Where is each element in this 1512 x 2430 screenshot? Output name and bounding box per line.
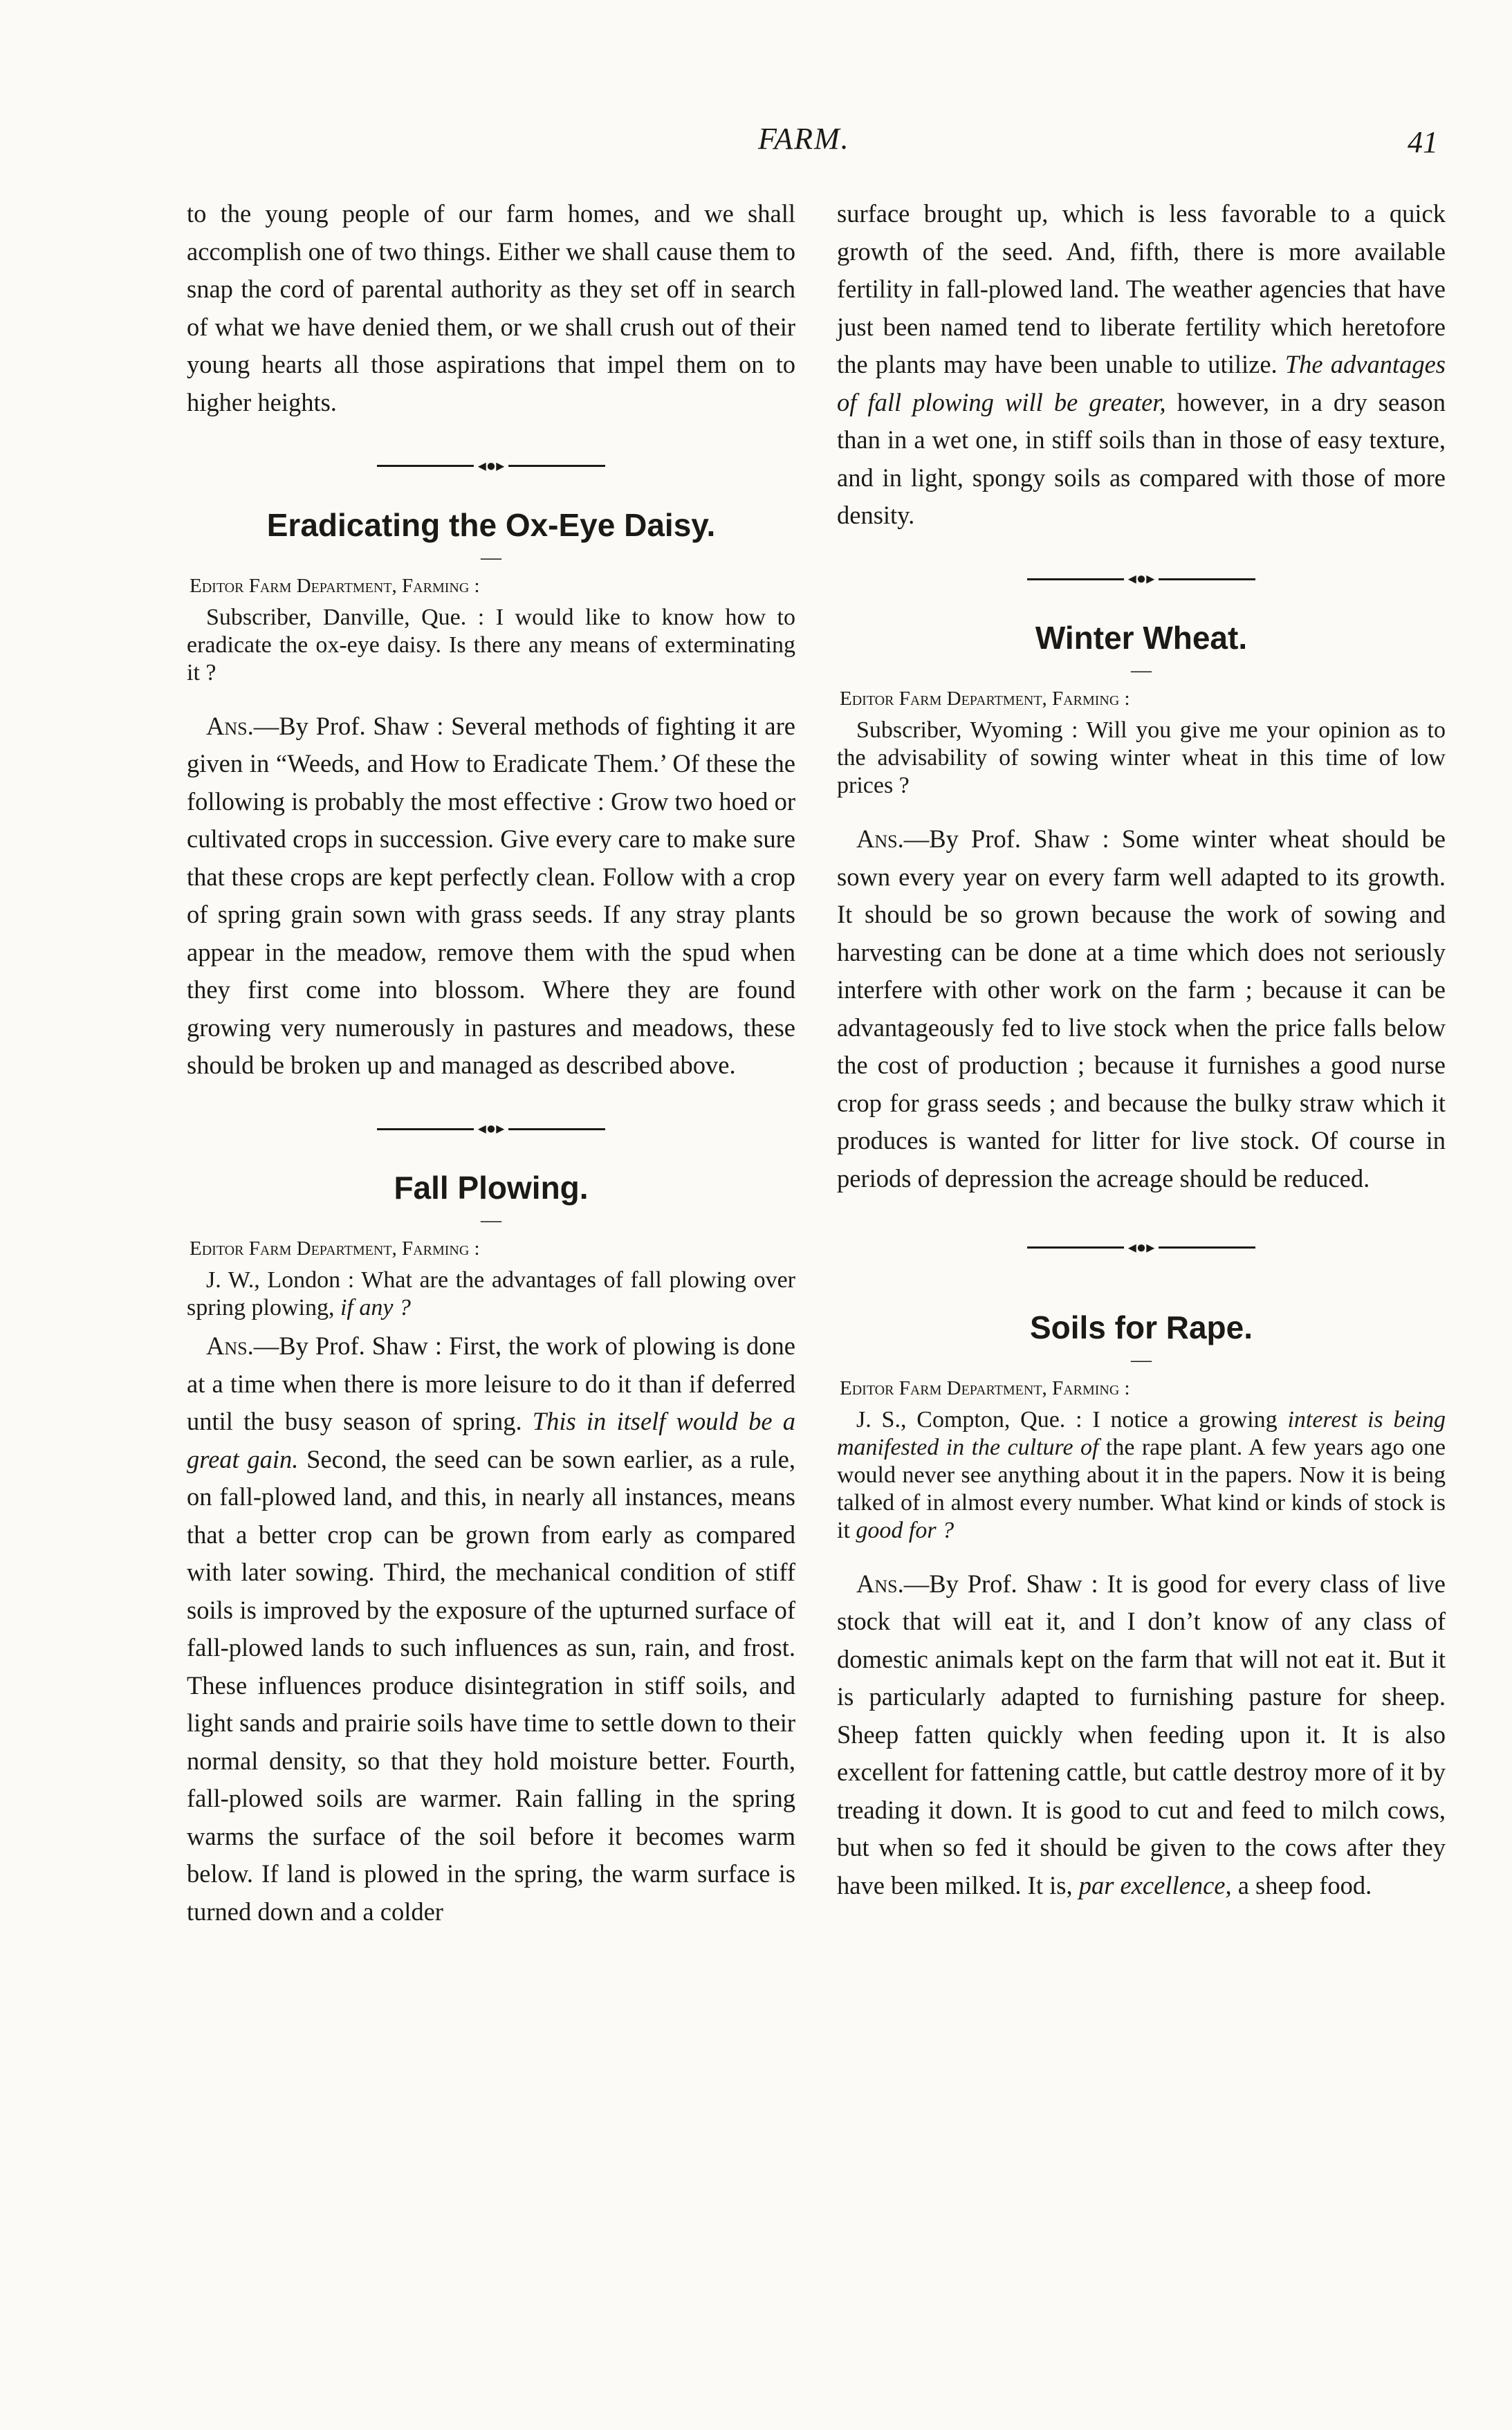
query-italic: interest is being manifested in the culture of <box>837 1406 1446 1460</box>
query-text: J. W., London : What are the advantages of fall plowing over spring plowing, <box>187 1267 795 1321</box>
ans-label: Ans. <box>206 711 254 740</box>
query-text: J. S., Compton, Que. : I notice a growing <box>856 1406 1278 1433</box>
section-divider: ◂●▸ <box>187 454 795 477</box>
title-dash: — <box>481 1208 501 1232</box>
ans-label: Ans. <box>856 825 904 854</box>
answer-text: —By Prof. Shaw : It is good for every class of live stock that will eat it, and I don’t know of any class of domestic animals kept on the farm that will not eat it. But it is particularly adapted to furnishing pasture for sheep. Sheep fatten quickly when feeding upon it. It is also excellent for fattening cattle, but cattle destroy more of it by treading it down. It is good to cut and feed to milch cows, but when so fed it should be given to the cows after they have been milked. It is, <box>837 1569 1446 1899</box>
query-text-continued: the rape plant. A few years ago one would never see anything about it in the papers. Now it is being talked of in almost every number. What kind or kinds of stock is it <box>837 1434 1446 1543</box>
spacer <box>837 1286 1446 1307</box>
answer-text: —By Prof. Shaw : Several methods of fighting it are given in “Weeds, and How to Eradicate Them.’ Of these the following is probably the most effective : Grow two hoed or cultivated crops in succession. Give every care to make sure that these crops are kept perfectly clean. Follow with a crop of spring grain sown with grass seeds. If any stray plants appear in the meadow, remove them with the spud when they first come into blossom. Where they are found growing very numerously in pastures and meadows, these should be broken up and managed as described above. <box>187 711 795 1080</box>
section-divider: ◂●▸ <box>187 1118 795 1140</box>
article-title-winter-wheat: Winter Wheat. <box>1035 620 1248 656</box>
ans-label: Ans. <box>856 1569 904 1598</box>
article-title-soils-for-rape: Soils for Rape. <box>1029 1309 1253 1345</box>
reader-query <box>837 1406 1446 1545</box>
answer-paragraph <box>187 1327 795 1931</box>
reader-query: Subscriber, Wyoming : Will you give me your opinion as to the advisability of sowing winter wheat in this time of low prices ? <box>837 717 1446 799</box>
answer-paragraph <box>837 1565 1446 1905</box>
answer-paragraph <box>837 820 1446 1197</box>
answer-text: —By Prof. Shaw : Some winter wheat should be sown every year on every farm well adapted to its growth. It should be so grown because the work of sowing and harvesting can be done at a time which does not seriously interfere with other work on the farm ; because it can be advantageously fed to live stock when the price falls below the cost of production ; because it furnishes a good nurse crop for grass seeds ; and because the bulky straw which it produces is wanted for litter for live stock. Of course in periods of depression the acreage should be reduced. <box>837 825 1446 1193</box>
ans-label: Ans. <box>206 1332 254 1361</box>
answer-paragraph <box>187 708 795 1085</box>
reader-query: Subscriber, Danville, Que. : I would like to know how to eradicate the ox-eye daisy. Is there any means of exterminating it ? <box>187 604 795 685</box>
answer-text-end: a sheep food. <box>1237 1870 1372 1899</box>
section-divider: ◂●▸ <box>837 568 1446 590</box>
title-dash: — <box>1131 659 1152 682</box>
running-title: FARM. <box>758 122 850 156</box>
editor-line: Editor Farm Department, Farming : <box>840 1377 1130 1399</box>
article-title-fall-plowing: Fall Plowing. <box>394 1170 589 1206</box>
title-dash: — <box>1131 1347 1152 1371</box>
article-title-ox-eye-daisy: Eradicating the Ox-Eye Daisy. <box>266 506 716 543</box>
continued-italic: The advantages of fall plowing will be greater, <box>837 350 1446 416</box>
section-divider: ◂●▸ <box>837 1236 1446 1258</box>
right-column <box>837 195 1446 1904</box>
continued-text-end: however, in a dry season than in a wet one, in stiff soils than in those of easy texture, and in light, spongy soils as compared with those of more density. <box>837 387 1446 529</box>
left-column <box>187 195 795 1931</box>
answer-text-continued: Second, the seed can be sown earlier, as a rule, on fall-plowed land, and this, in nearly all instances, means that a better crop can be grown from early as compared with later sowing. Third, the mechanical condition of stiff soils is improved by the exposure of the upturned surface of fall-plowed lands to such influences as sun, rain, and frost. These influences produce disintegration in stiff soils, and light sands and prairie soils have time to settle down to their normal density, so that they hold moisture better. Fourth, fall-plowed soils are warmer. Rain falling in the spring warms the surface of the soil before it becomes warm below. If land is plowed in the spring, the warm surface is turned down and a colder <box>187 1444 796 1926</box>
query-italic: if any ? <box>340 1295 411 1321</box>
answer-text: —By Prof. Shaw : First, the work of plowing is done at a time when there is more leisure to do it than if deferred until the busy season of spring. <box>187 1332 795 1436</box>
title-dash: — <box>481 545 501 569</box>
query-italic-end: good for ? <box>856 1517 955 1543</box>
page-number: 41 <box>1408 125 1438 159</box>
editor-line: Editor Farm Department, Farming : <box>190 1237 480 1260</box>
editor-line: Editor Farm Department, Farming : <box>840 688 1130 710</box>
answer-italic: This in itself would be a great gain. <box>187 1407 795 1473</box>
answer-italic: par excellence, <box>1078 1870 1232 1899</box>
continued-paragraph: to the young people of our farm homes, and we shall accomplish one of two things. Either we shall cause them to snap the cord of parental authority as they set off in search of what we have denied them, or we shall crush out of their young hearts all those aspirations that impel them on to higher heights. <box>187 199 795 416</box>
continued-paragraph <box>837 195 1446 535</box>
editor-line: Editor Farm Department, Farming : <box>190 574 480 597</box>
reader-query <box>187 1267 795 1322</box>
continued-text: surface brought up, which is less favorable to a quick growth of the seed. And, fifth, there is more available fertility in fall-plowed land. The weather agencies that have just been named tend to liberate fertility which heretofore the plants may have been unable to utilize. <box>837 199 1446 378</box>
